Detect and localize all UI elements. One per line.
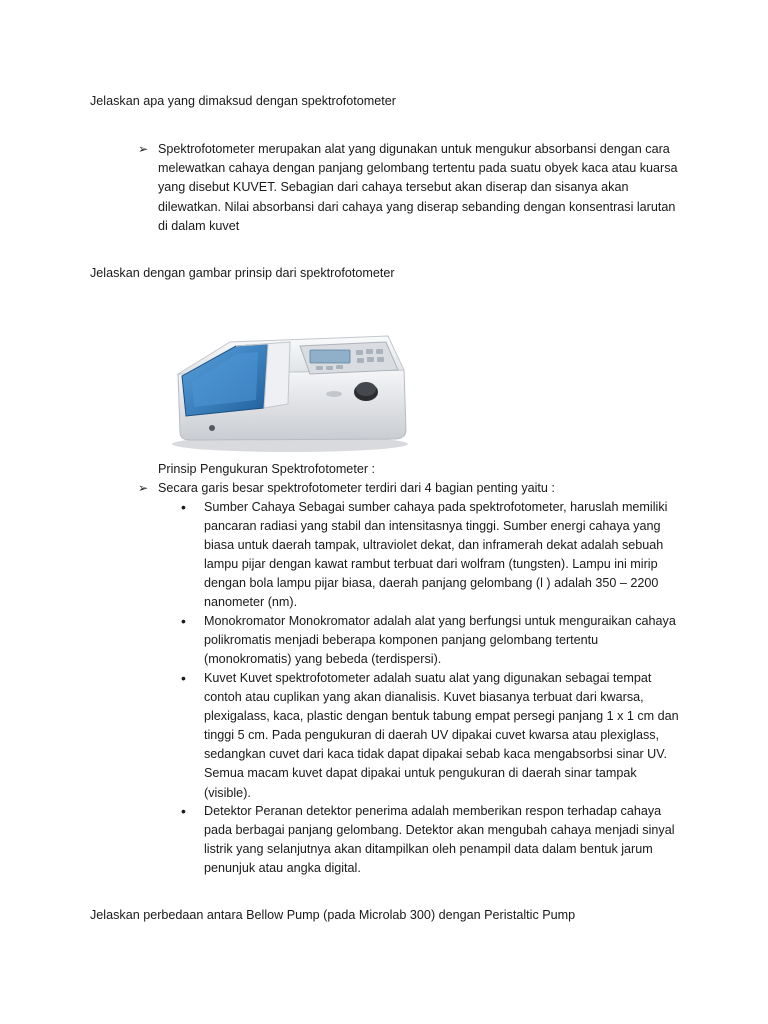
answer-2-intro: Secara garis besar spektrofotometer terdiri dari 4 bagian penting yaitu : <box>158 481 555 495</box>
question-2: Jelaskan dengan gambar prinsip dari spektrofotometer <box>90 266 395 280</box>
question-1: Jelaskan apa yang dimaksud dengan spektrofotometer <box>90 94 396 108</box>
answer-1-paragraph: Spektrofotometer merupakan alat yang digunakan untuk mengukur absorbansi dengan cara melewatkan cahaya dengan panjang gelombang tertentu pada suatu obyek kaca atau kuarsa yang disebut KUVET. Sebagian dari cahaya tersebut akan diserap dan sisanya akan dilewatkan. Nilai absorbansi dari cahaya yang diserap sebanding dengan konsentrasi larutan di dalam kuvet <box>158 142 678 233</box>
bullet-icon: • <box>181 670 186 686</box>
list-item: Monokromator Monokromator adalah alat yang berfungsi untuk menguraikan cahaya polikromatis menjadi beberapa komponen panjang gelombang tertentu (monokromatis) yang bebeda (terdispersi). <box>204 614 676 667</box>
arrow-bullet-icon: ➢ <box>138 142 149 156</box>
question-3: Jelaskan perbedaan antara Bellow Pump (pada Microlab 300) dengan Peristaltic Pump <box>90 908 576 922</box>
bullet-icon: • <box>181 499 186 515</box>
figure-caption: Prinsip Pengukuran Spektrofotometer : <box>158 462 376 476</box>
list-item: Sumber Cahaya Sebagai sumber cahaya pada spektrofotometer, haruslah memiliki pancaran radiasi yang stabil dan intensitasnya tinggi. Sumber energi cahaya yang biasa untuk daerah tampak, ultraviolet dekat, dan inframerah dekat adalah sebuah lampu pijar dengan kawat rambut terbuat dari wolfram (tungsten). Lampu ini mirip dengan bola lampu pijar biasa, daerah panjang gelombang (l ) adalah 350 – 2200 nanometer (nm). <box>204 500 668 610</box>
bullet-icon: • <box>181 803 186 819</box>
list-item: Detektor Peranan detektor penerima adalah memberikan respon terhadap cahaya pada berbagai panjang gelombang. Detektor akan mengubah cahaya menjadi sinyal listrik yang selanjutnya akan ditampilkan oleh penampil data dalam bentuk jarum penunjuk atau angka digital. <box>204 804 675 876</box>
bullet-icon: • <box>181 613 186 629</box>
spectrophotometer-image <box>160 312 422 458</box>
arrow-bullet-icon: ➢ <box>138 481 149 495</box>
list-item: Kuvet Kuvet spektrofotometer adalah suatu alat yang digunakan sebagai tempat contoh atau cuplikan yang akan dianalisis. Kuvet biasanya terbuat dari kwarsa, plexigalass, kaca, plastic dengan bentuk tabung empat persegi panjang 1 x 1 cm dan tinggi 5 cm. Pada pengukuran di daerah UV dipakai cuvet kwarsa atau plexiglass, sedangkan cuvet dari kaca tidak dapat dipakai sebab kaca mengabsorbsi sinar UV. Semua macam kuvet dapat dipakai untuk pengukuran di daerah sinar tampak (visible). <box>204 671 679 800</box>
